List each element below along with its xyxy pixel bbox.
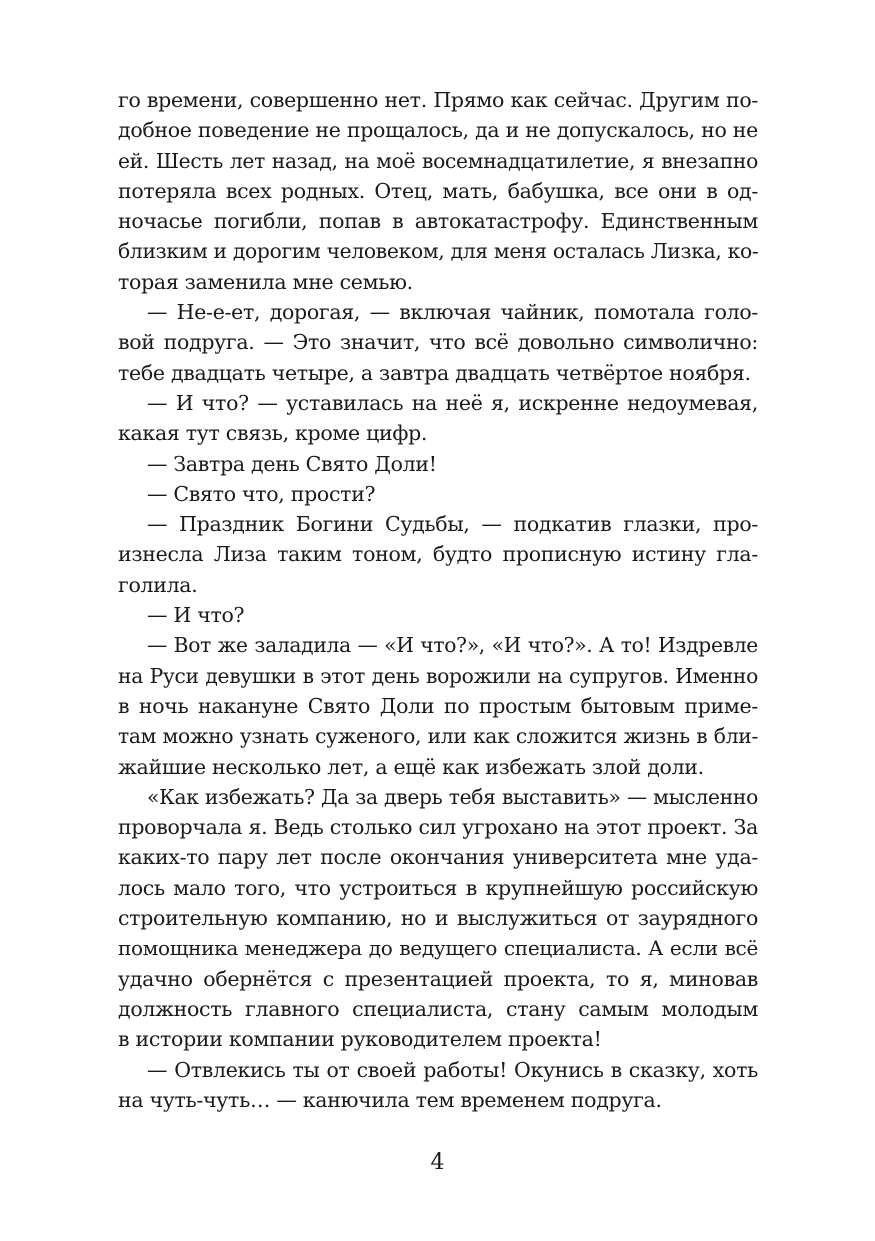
text-line: там можно узнать суженого, или как сложится жизнь в бли-	[118, 724, 758, 749]
text-line: — Завтра день Свято Доли!	[147, 451, 437, 476]
text-line: удачно обернётся с презентацией проекта, то я, миновав	[118, 966, 758, 991]
text-line: потеряла всех родных. Отец, мать, бабушка, все они в од-	[118, 178, 758, 203]
text-line: — Отвлекись ты от своей работы! Окунись в сказку, хоть	[147, 1057, 758, 1082]
text-line: — Не-е-ет, дорогая, — включая чайник, помотала голо-	[147, 300, 758, 325]
text-line: проворчала я. Ведь столько сил угрохано на этот проект. За	[118, 815, 758, 840]
text-line: близким и дорогим человеком, для меня осталась Лизка, ко-	[118, 239, 759, 264]
text-line: каких-то пару лет после окончания университета мне уда-	[118, 845, 758, 870]
page-number: 4	[430, 1150, 445, 1175]
text-line: жайшие несколько лет, а ещё как избежать злой доли.	[118, 754, 704, 779]
text-line: — Вот же заладила — «И что?», «И что?». А то! Издревле	[147, 633, 758, 658]
text-line: в ночь накануне Свято Доли по простым бытовым приме-	[118, 693, 758, 718]
text-line: в истории компании руководителем проекта!	[118, 1027, 602, 1052]
text-line: должность главного специалиста, стану самым молодым	[118, 996, 758, 1021]
text-line: торая заменила мне семью.	[118, 269, 413, 294]
text-line: — И что?	[147, 603, 245, 628]
text-line: вой подруга. — Это значит, что всё довольно символично:	[118, 330, 758, 355]
text-line: какая тут связь, кроме цифр.	[118, 421, 428, 446]
text-line: на чуть-чуть… — канючила тем временем подруга.	[118, 1087, 662, 1112]
text-line: ночасье погибли, попав в автокатастрофу. Единственным	[118, 209, 758, 234]
text-line: лось мало того, что устроиться в крупнейшую российскую	[118, 875, 758, 900]
text-line: тебе двадцать четыре, а завтра двадцать четвёртое ноября.	[118, 360, 751, 385]
text-line: строительную компанию, но и выслужиться от заурядного	[118, 906, 758, 931]
text-line: — И что? — уставилась на неё я, искренне недоумевая,	[147, 390, 758, 415]
text-line: добное поведение не прощалось, да и не допускалось, но не	[118, 118, 758, 143]
page-body	[118, 85, 758, 1115]
text-line: — Праздник Богини Судьбы, — подкатив глазки, про-	[147, 512, 758, 537]
text-line: го времени, совершенно нет. Прямо как сейчас. Другим по-	[118, 88, 758, 112]
text-line: на Руси девушки в этот день ворожили на супругов. Именно	[118, 663, 758, 688]
text-line: «Как избежать? Да за дверь тебя выставить» — мысленно	[147, 784, 758, 809]
text-line: — Свято что, прости?	[147, 481, 376, 506]
text-line: голила.	[118, 572, 198, 597]
text-line: ей. Шесть лет назад, на моё восемнадцатилетие, я внезапно	[118, 148, 758, 173]
text-line: изнесла Лиза таким тоном, будто прописную истину гла-	[118, 542, 758, 567]
text-line: помощника менеджера до ведущего специалиста. А если всё	[118, 936, 758, 961]
